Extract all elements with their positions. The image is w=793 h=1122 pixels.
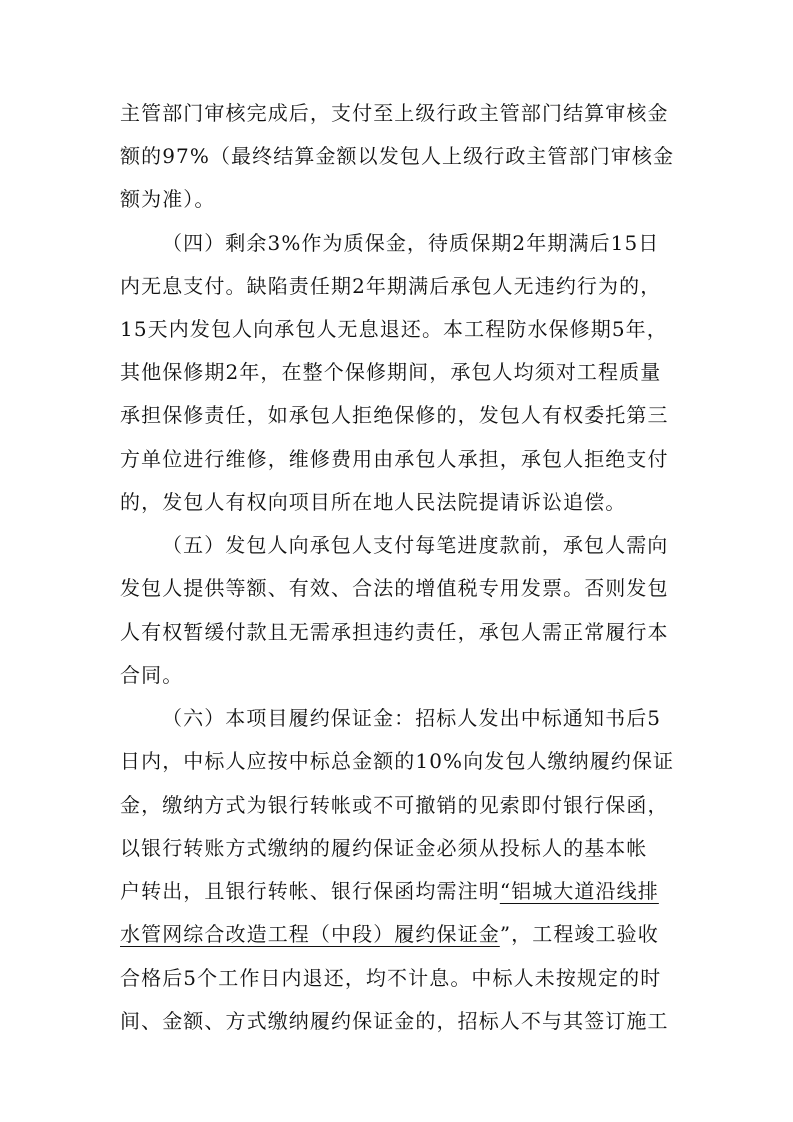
paragraph-line: 人有权暂缓付款且无需承担违约责任，承包人需正常履行本: [120, 620, 669, 644]
paragraph-line: （六）本项目履约保证金：招标人发出中标通知书后5: [162, 706, 662, 730]
paragraph-line: 内无息支付。缺陷责任期2年期满后承包人无违约行为的，: [120, 274, 662, 298]
paragraph-line: 合同。: [120, 663, 184, 687]
paragraph-line: 主管部门审核完成后，支付至上级行政主管部门结算审核金: [120, 101, 669, 125]
paragraph-line: 日内，中标人应按中标总金额的10%向发包人缴纳履约保证: [120, 749, 675, 773]
paragraph-line: 发包人提供等额、有效、合法的增值税专用发票。否则发包: [120, 576, 669, 600]
paragraph-line: [120, 873, 659, 909]
paragraph-line: 承担保修责任，如承包人拒绝保修的，发包人有权委托第三: [120, 403, 669, 427]
paragraph-line: 其他保修期2年，在整个保修期间，承包人均须对工程质量: [120, 360, 662, 384]
paragraph-line: （四）剩余3%作为质保金，待质保期2年期满后15日: [162, 231, 660, 255]
paragraph-line: 的，发包人有权向项目所在地人民法院提请诉讼追偿。: [120, 490, 627, 514]
paragraph-line: 以银行转账方式缴纳的履约保证金必须从投标人的基本帐: [120, 836, 648, 860]
paragraph-line: 额为准）。: [120, 187, 216, 211]
paragraph-line: 额的97%（最终结算金额以发包人上级行政主管部门审核金: [120, 144, 675, 168]
paragraph-line: 间、金额、方式缴纳履约保证金的，招标人不与其签订施工: [120, 1009, 669, 1033]
paragraph-line: 方单位进行维修，维修费用由承包人承担，承包人拒绝支付: [120, 447, 669, 471]
paragraph-line: 合格后5个工作日内退还，均不计息。中标人未按规定的时: [120, 966, 662, 990]
paragraph-line: 15天内发包人向承包人无息退还。本工程防水保修期5年，: [120, 317, 668, 341]
underlined-project-name: 水管网综合改造工程（中段）履约保证金: [120, 922, 500, 946]
underlined-project-name: “铝城大道沿线排: [499, 879, 659, 903]
line-text: 户转出，且银行转帐、银行保函均需注明: [120, 879, 500, 903]
line-text: ”，工程竣工验收: [499, 922, 659, 946]
paragraph-line: 金，缴纳方式为银行转帐或不可撤销的见索即付银行保函，: [120, 793, 669, 817]
paragraph-line: [120, 916, 659, 952]
paragraph-line: （五）发包人向承包人支付每笔进度款前，承包人需向: [162, 533, 669, 557]
